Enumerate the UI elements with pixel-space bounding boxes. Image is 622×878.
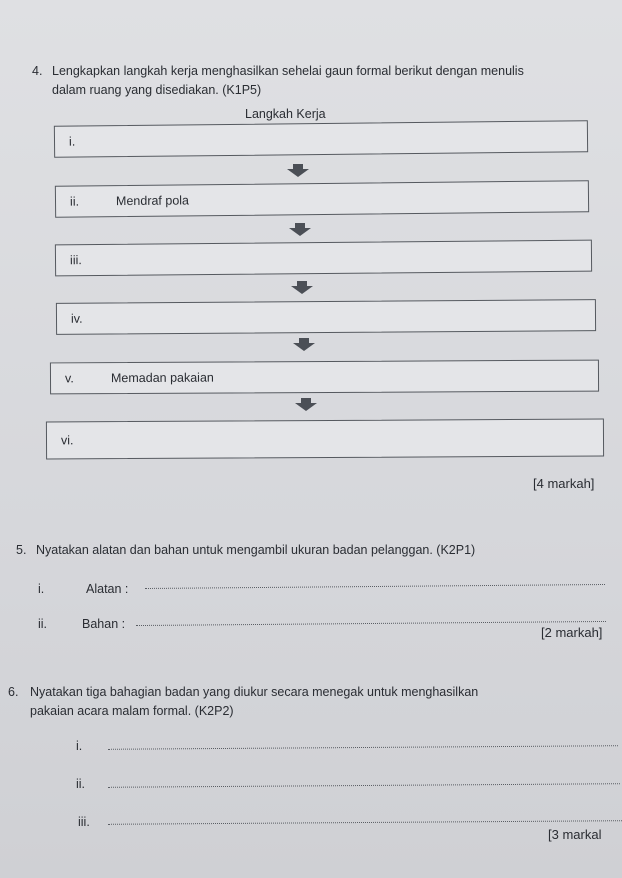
q4-line2: dalam ruang yang disediakan. (K1P5) <box>52 83 262 97</box>
answer-line[interactable] <box>108 820 622 825</box>
q5-item-1-number: i. <box>38 582 45 596</box>
answer-line[interactable] <box>108 745 618 750</box>
step-box-6[interactable] <box>46 419 604 460</box>
q5-item-2-number: ii. <box>38 617 48 631</box>
q4-marks: [4 markah] <box>533 476 595 491</box>
answer-line[interactable] <box>108 783 620 788</box>
step-number: iii. <box>69 253 82 268</box>
step-number: i. <box>68 134 76 149</box>
answer-line[interactable] <box>136 621 606 626</box>
q5-marks: [2 markah] <box>541 625 603 640</box>
q5-number: 5. <box>16 543 27 557</box>
q5-text: Nyatakan alatan dan bahan untuk mengambil ukuran badan pelanggan. (K2P1) <box>36 543 476 557</box>
step-label: Memadan pakaian <box>110 370 214 386</box>
step-box-2[interactable] <box>55 180 589 218</box>
step-number: v. <box>64 371 74 386</box>
q6-line1: Nyatakan tiga bahagian badan yang diukur secara menegak untuk menghasilkan <box>30 685 479 699</box>
q6-item-1-number: i. <box>76 739 83 753</box>
q6-line2: pakaian acara malam formal. (K2P2) <box>30 704 234 718</box>
q6-marks: [3 markal <box>548 827 602 842</box>
q4-line1: Lengkapkan langkah kerja menghasilkan sehelai gaun formal berikut dengan menulis <box>52 64 524 78</box>
step-box-4[interactable] <box>56 299 596 335</box>
q6-number: 6. <box>8 685 19 699</box>
step-box-3[interactable] <box>55 240 592 277</box>
step-box-1[interactable] <box>54 120 588 158</box>
answer-line[interactable] <box>145 584 605 589</box>
steps-title: Langkah Kerja <box>245 107 326 121</box>
step-number: iv. <box>70 311 83 326</box>
step-number: ii. <box>69 194 80 209</box>
q4-number: 4. <box>32 64 43 78</box>
step-label: Mendraf pola <box>115 193 190 209</box>
q5-item-2-label: Bahan : <box>82 617 126 631</box>
q6-item-2-number: ii. <box>76 777 86 791</box>
q5-item-1-label: Alatan : <box>86 582 129 596</box>
step-number: vi. <box>60 433 74 448</box>
step-box-5[interactable] <box>50 360 599 395</box>
q6-item-3-number: iii. <box>78 815 90 829</box>
